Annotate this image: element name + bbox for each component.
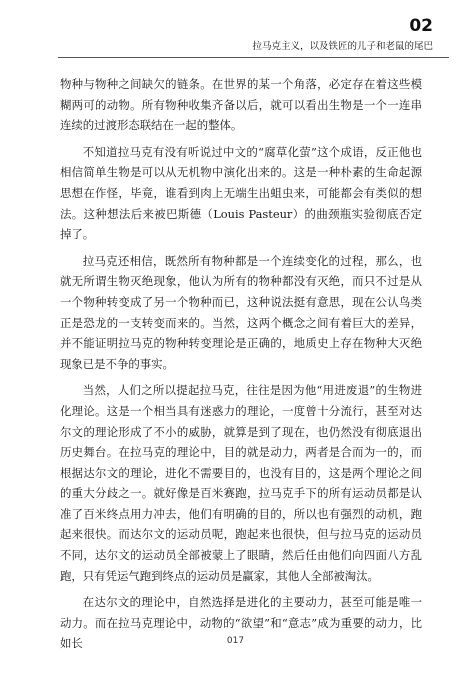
- body-text: [60, 74, 422, 660]
- chapter-title: 拉马克主义，以及铁匠的儿子和老鼠的尾巴: [252, 41, 433, 52]
- paragraph-2: 不知道拉马克有没有听说过中文的“腐草化萤”这个成语，反正他也相信简单生物是可以从无机物中演化出来的。这是一种朴素的生命起源思想在作怪，毕竟，谁看到肉上无端生出蛆虫来，可能都会有类似的想法。这种想法后来被巴斯德（Louis Pasteur）的曲颈瓶实验彻底否定掉了。: [60, 144, 422, 242]
- running-header: [0, 0, 471, 66]
- paragraph-1: 物种与物种之间缺欠的链条。在世界的某一个角落，必定存在着这些模糊两可的动物。所有物种收集齐备以后，就可以看出生物是一个一连串连续的过渡形态联结在一起的整体。: [60, 77, 422, 133]
- paragraph-3: 拉马克还相信，既然所有物种都是一个连续变化的过程，那么，也就无所谓生物灭绝现象，他认为所有的物种都没有灭绝，而只不过是从一个物种转变成了另一个物种而已，这种说法挺有意思，现在公认鸟类正是恐龙的一支转变而来的。当然，这两个概念之间有着巨大的差异，并不能证明拉马克的物种转变理论是正确的，地质史上存在物种大灭绝现象已是不争的事实。: [60, 253, 422, 371]
- page-number: 017: [226, 636, 245, 646]
- header-divider: [58, 57, 449, 58]
- paragraph-4: 当然，人们之所以提起拉马克，往往是因为他“用进废退”的生物进化理论。这是一个相当具有迷惑力的理论，一度曾十分流行，甚至对达尔文的理论形成了不小的威胁，就算是到了现在，也仍然没有彻底退出历史舞台。在拉马克的理论中，目的就是动力，两者是合而为一的，而根据达尔文的理论，进化不需要目的，也没有目的，这是两个理论之间的重大分歧之一。就好像是百米赛跑，拉马克手下的所有运动员都是认准了百米终点用力冲去，他们有明确的目的，所以也有强烈的动机，跑起来很快。而达尔文的运动员呢，跑起来也很快，但与拉马克的运动员不同，达尔文的运动员全部被蒙上了眼睛，然后任由他们向四面八方乱跑，只有凭运气跑到终点的运动员是赢家，其他人全部被淘汰。: [60, 383, 422, 583]
- chapter-number: 02: [409, 16, 433, 36]
- paragraph-5: 在达尔文的理论中，自然选择是进化的主要动力，甚至可能是唯一动力。而在拉马克理论中，动物的“欲望”和“意志”成为重要的动力，比如长: [60, 595, 422, 651]
